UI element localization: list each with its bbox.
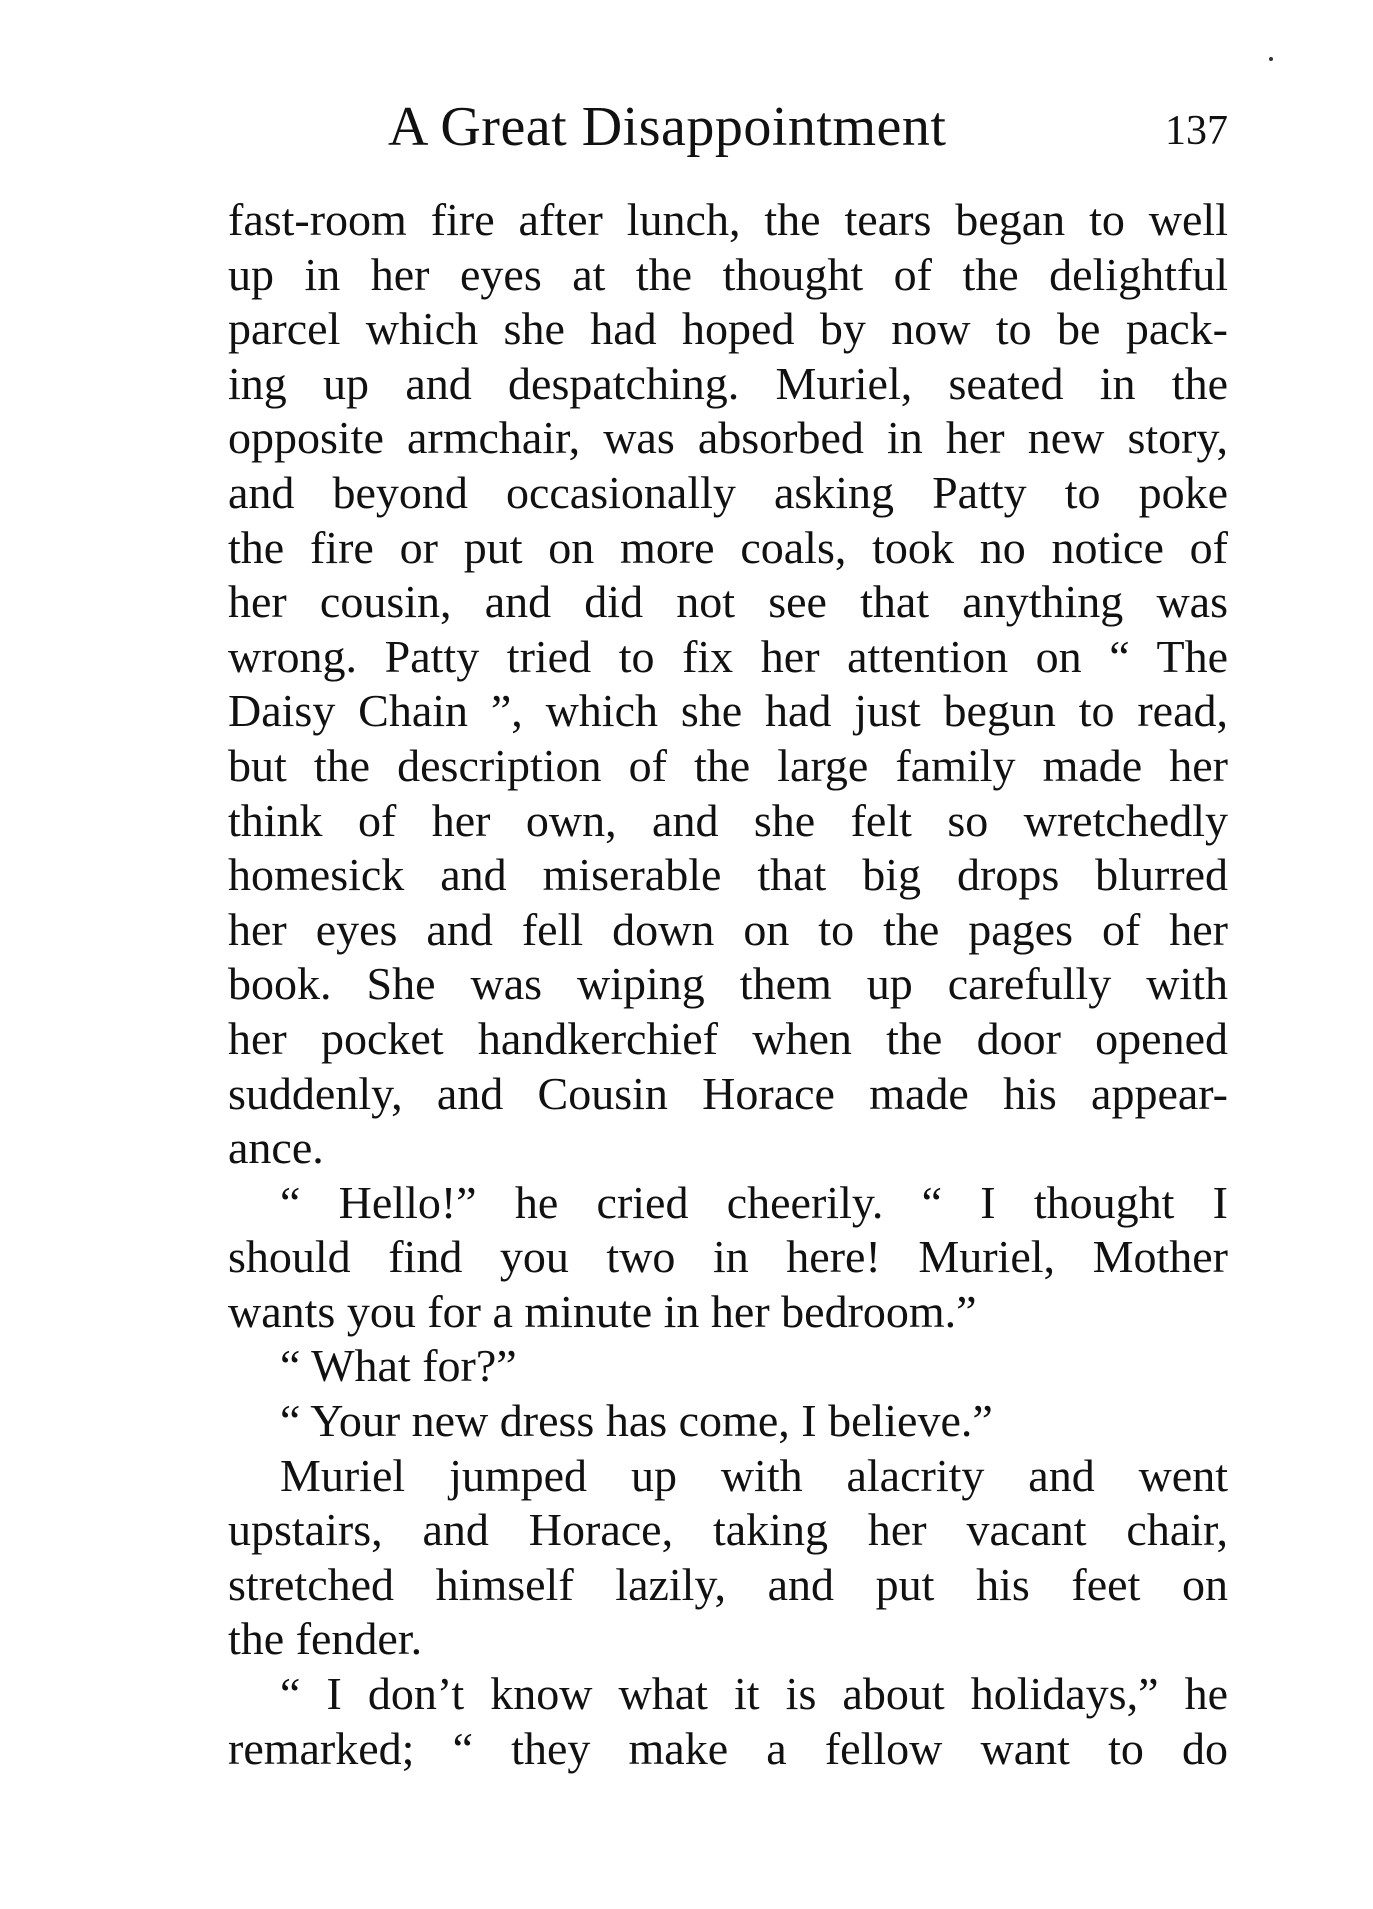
text-line: remarked; “ they make a fellow want to do: [228, 1722, 1228, 1774]
paragraph: [228, 1667, 1228, 1776]
text-line: book. She was wiping them up carefully with: [228, 958, 1228, 1010]
text-line: “ Hello!” he cried cheerily. “ I thought I: [280, 1176, 1228, 1228]
text-line: “ What for?”: [280, 1340, 517, 1392]
text-line: stretched himself lazily, and put his feet on: [228, 1558, 1228, 1610]
text-line: think of her own, and she felt so wretchedly: [228, 794, 1228, 846]
paragraph: [228, 1339, 1228, 1394]
text-line: wrong. Patty tried to fix her attention on “ The: [228, 630, 1228, 682]
text-line: her eyes and fell down on to the pages of her: [228, 903, 1228, 955]
text-line: “ I don’t know what it is about holidays,” he: [280, 1668, 1228, 1720]
text-line: wants you for a minute in her bedroom.”: [228, 1285, 977, 1337]
text-line: parcel which she had hoped by now to be pack-: [228, 303, 1228, 355]
text-line: and beyond occasionally asking Patty to poke: [228, 466, 1228, 518]
text-line: up in her eyes at the thought of the delightful: [228, 248, 1228, 300]
text-line: suddenly, and Cousin Horace made his appear-: [228, 1067, 1228, 1119]
text-line: the fender.: [228, 1613, 423, 1665]
text-line: fast-room fire after lunch, the tears began to well: [228, 194, 1228, 245]
text-line: upstairs, and Horace, taking her vacant chair,: [228, 1504, 1228, 1556]
print-speck: [1269, 57, 1273, 61]
paragraph: [228, 1449, 1228, 1667]
paragraph: [228, 193, 1228, 1176]
text-line: “ Your new dress has come, I believe.”: [280, 1395, 993, 1447]
text-line: should find you two in here! Muriel, Mother: [228, 1231, 1228, 1283]
running-header: [388, 92, 1228, 162]
text-line: homesick and miserable that big drops blurred: [228, 849, 1228, 901]
text-line: opposite armchair, was absorbed in her new story,: [228, 412, 1228, 464]
text-line: Daisy Chain ”, which she had just begun to read,: [228, 685, 1228, 737]
text-line: her pocket handkerchief when the door opened: [228, 1012, 1228, 1064]
text-line: ing up and despatching. Muriel, seated in the: [228, 357, 1228, 409]
text-line: ance.: [228, 1122, 324, 1174]
text-line: the fire or put on more coals, took no notice of: [228, 521, 1228, 573]
text-line: her cousin, and did not see that anything was: [228, 576, 1228, 628]
paragraph: [228, 1394, 1228, 1449]
page-number: 137: [1165, 108, 1228, 154]
text-line: Muriel jumped up with alacrity and went: [280, 1449, 1228, 1501]
paragraph: [228, 1176, 1228, 1340]
body-text: [228, 193, 1228, 1776]
running-title: A Great Disappointment: [388, 96, 947, 158]
text-line: but the description of the large family made her: [228, 739, 1228, 791]
